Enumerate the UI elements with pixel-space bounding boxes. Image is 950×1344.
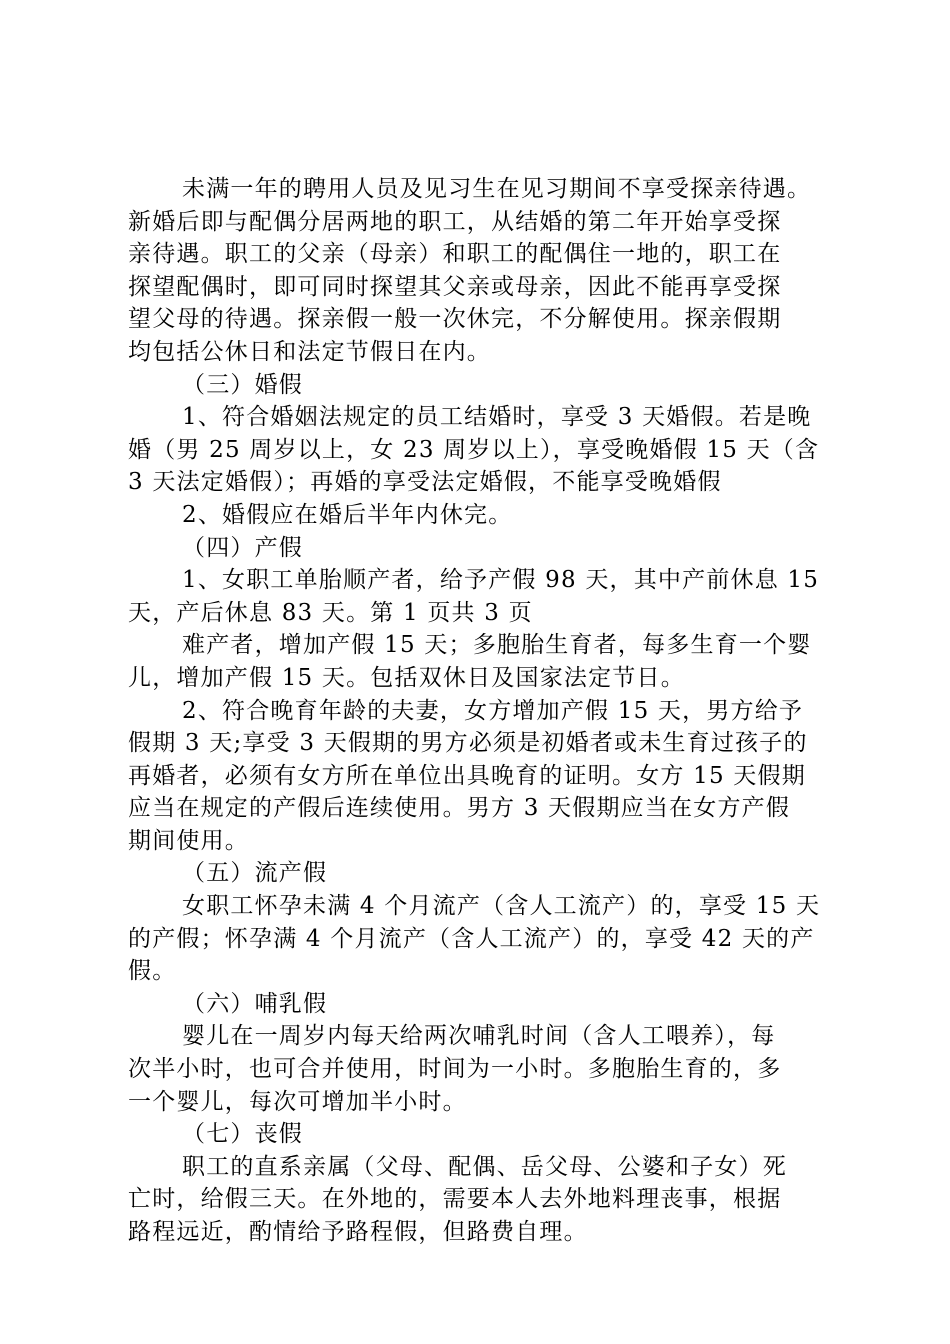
text-line: 3 天法定婚假）；再婚的享受法定婚假，不能享受晚婚假 xyxy=(128,469,722,496)
text-line: 1、女职工单胎顺产者，给予产假 98 天，其中产前休息 15 xyxy=(182,567,820,594)
text-line: 亡时，给假三天。在外地的，需要本人去外地料理丧事，根据 xyxy=(128,1186,782,1213)
text-line: 假。 xyxy=(128,958,177,985)
text-line: （六）哺乳假 xyxy=(182,990,328,1017)
text-line: 路程远近，酌情给予路程假，但路费自理。 xyxy=(128,1219,588,1245)
text-line: 亲待遇。职工的父亲（母亲）和职工的配偶住一地的，职工在 xyxy=(128,241,782,268)
text-line: 女职工怀孕未满 4 个月流产（含人工流产）的，享受 15 天 xyxy=(182,893,821,920)
text-line: 职工的直系亲属（父母、配偶、岳父母、公婆和子女）死 xyxy=(182,1153,787,1180)
text-line: 探望配偶时，即可同时探望其父亲或母亲，因此不能再享受探 xyxy=(128,273,782,300)
text-line: （五）流产假 xyxy=(182,860,328,887)
text-line: 1、符合婚姻法规定的员工结婚时，享受 3 天婚假。若是晚 xyxy=(182,404,812,431)
text-line: 一个婴儿，每次可增加半小时。 xyxy=(128,1088,467,1115)
text-line: 儿，增加产假 15 天。包括双休日及国家法定节日。 xyxy=(128,664,685,691)
text-line: 婴儿在一周岁内每天给两次哺乳时间（含人工喂养），每 xyxy=(182,1023,776,1050)
text-line: 难产者，增加产假 15 天；多胞胎生育者，每多生育一个婴 xyxy=(182,632,812,659)
text-line: 未满一年的聘用人员及见习生在见习期间不享受探亲待遇。 xyxy=(182,176,812,202)
document-body xyxy=(128,173,838,1249)
text-line: 均包括公休日和法定节假日在内。 xyxy=(128,338,491,365)
text-line: 期间使用。 xyxy=(128,827,249,854)
text-line: 再婚者，必须有女方所在单位出具晚育的证明。女方 15 天假期 xyxy=(128,762,806,789)
text-line: 婚（男 25 周岁以上，女 23 周岁以上），享受晚婚假 15 天（含 xyxy=(128,436,820,463)
text-line: 应当在规定的产假后连续使用。男方 3 天假期应当在女方产假 xyxy=(128,795,791,822)
text-line: 2、符合晚育年龄的夫妻，女方增加产假 15 天，男方给予 xyxy=(182,697,804,724)
text-line: （四）产假 xyxy=(182,534,303,561)
text-line: 2、婚假应在婚后半年内休完。 xyxy=(182,501,513,528)
text-line: （三）婚假 xyxy=(182,371,303,398)
text-line: 天，产后休息 83 天。第 1 页共 3 页 xyxy=(128,599,533,626)
text-line: 的产假；怀孕满 4 个月流产（含人工流产）的，享受 42 天的产 xyxy=(128,925,815,952)
text-line: 望父母的待遇。探亲假一般一次休完，不分解使用。探亲假期 xyxy=(128,306,782,333)
text-line: （七）丧假 xyxy=(182,1121,303,1148)
text-line: 新婚后即与配偶分居两地的职工，从结婚的第二年开始享受探 xyxy=(128,208,782,235)
text-line: 次半小时，也可合并使用，时间为一小时。多胞胎生育的，多 xyxy=(128,1056,782,1083)
text-line: 假期 3 天;享受 3 天假期的男方必须是初婚者或未生育过孩子的 xyxy=(128,730,808,757)
